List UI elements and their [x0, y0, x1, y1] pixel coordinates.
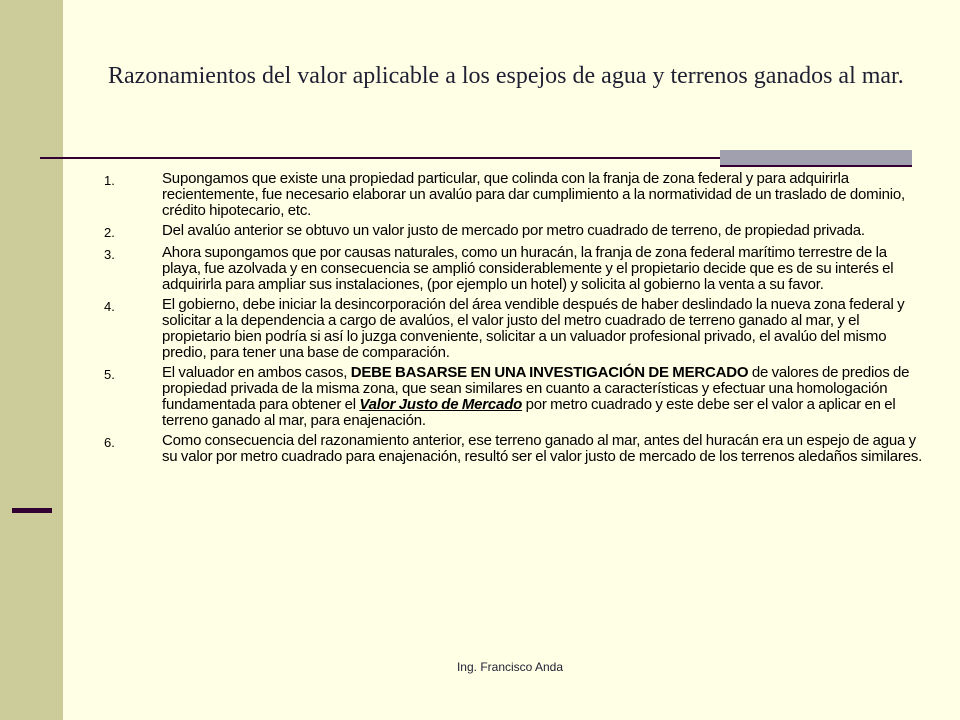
list-item	[104, 365, 924, 429]
list-item	[104, 223, 924, 241]
item-number: 5.	[104, 367, 115, 382]
list-item	[104, 297, 924, 361]
item-text-start: El valuador en ambos casos,	[162, 364, 351, 381]
item-text: Ahora supongamos que por causas naturales, como un huracán, la franja de zona federal marítimo terrestre de la playa, fue azolvada y en consecuencia se amplió considerablemente y el propietario decide que es de su interés el adquirirla para ampliar sus instalaciones, (por ejemplo un hotel) y solicita al gobierno la venta a su favor.	[162, 244, 894, 293]
item-number: 6.	[104, 435, 115, 450]
item-number: 4.	[104, 299, 115, 314]
item-number: 3.	[104, 247, 115, 262]
left-accent-bar	[12, 508, 52, 513]
item-number: 1.	[104, 173, 115, 188]
list-item	[104, 245, 924, 293]
item-text: El gobierno, debe iniciar la desincorporación del área vendible después de haber deslindado la nueva zona federal y solicitar a la dependencia a cargo de avalúos, el valor justo del metro cuadrado de terreno ganado al mar, y el propietario bien podría si así lo juzga conveniente, solicitar a un valuador profesional privado, el avalúo del mismo predio, para tener una base de comparación.	[162, 296, 905, 361]
item-text-middle: de valores de predios de propiedad privada de la misma zona, que sean similares en cuanto a características y efectuar una homologación fundamentada para obtener el	[162, 364, 910, 413]
item-text: Del avalúo anterior se obtuvo un valor justo de mercado por metro cuadrado de terreno, de propiedad privada.	[162, 222, 865, 239]
item-text-end: por metro cuadrado y este debe ser el valor a aplicar en el terreno ganado al mar, para enajenación.	[162, 396, 896, 429]
list-item	[104, 433, 924, 465]
slide-title: Razonamientos del valor aplicable a los espejos de agua y terrenos ganados al mar.	[108, 63, 904, 89]
emphasis-valor-justo: Valor Justo de Mercado	[359, 396, 523, 413]
item-text: Supongamos que existe una propiedad particular, que colinda con la franja de zona federal y para adquirirla recientemente, fue necesario elaborar un avalúo para dar cumplimiento a la normatividad de un traslado de dominio, crédito hipotecario, etc.	[162, 170, 905, 219]
footer-author: Ing. Francisco Anda	[456, 660, 564, 674]
item-number: 2.	[104, 225, 115, 240]
list-item	[104, 171, 924, 219]
left-decorative-band	[0, 0, 63, 720]
item-text	[162, 365, 924, 429]
title-accent-bar	[720, 150, 912, 167]
reasoning-list	[104, 171, 924, 469]
emphasis-investigacion-mercado: DEBE BASARSE EN UNA INVESTIGACIÓN DE MERCADO	[350, 364, 749, 381]
item-text: Como consecuencia del razonamiento anterior, ese terreno ganado al mar, antes del huracán era un espejo de agua y su valor por metro cuadrado para enajenación, resultó ser el valor justo de mercado de los terrenos aledaños similares.	[162, 432, 923, 465]
